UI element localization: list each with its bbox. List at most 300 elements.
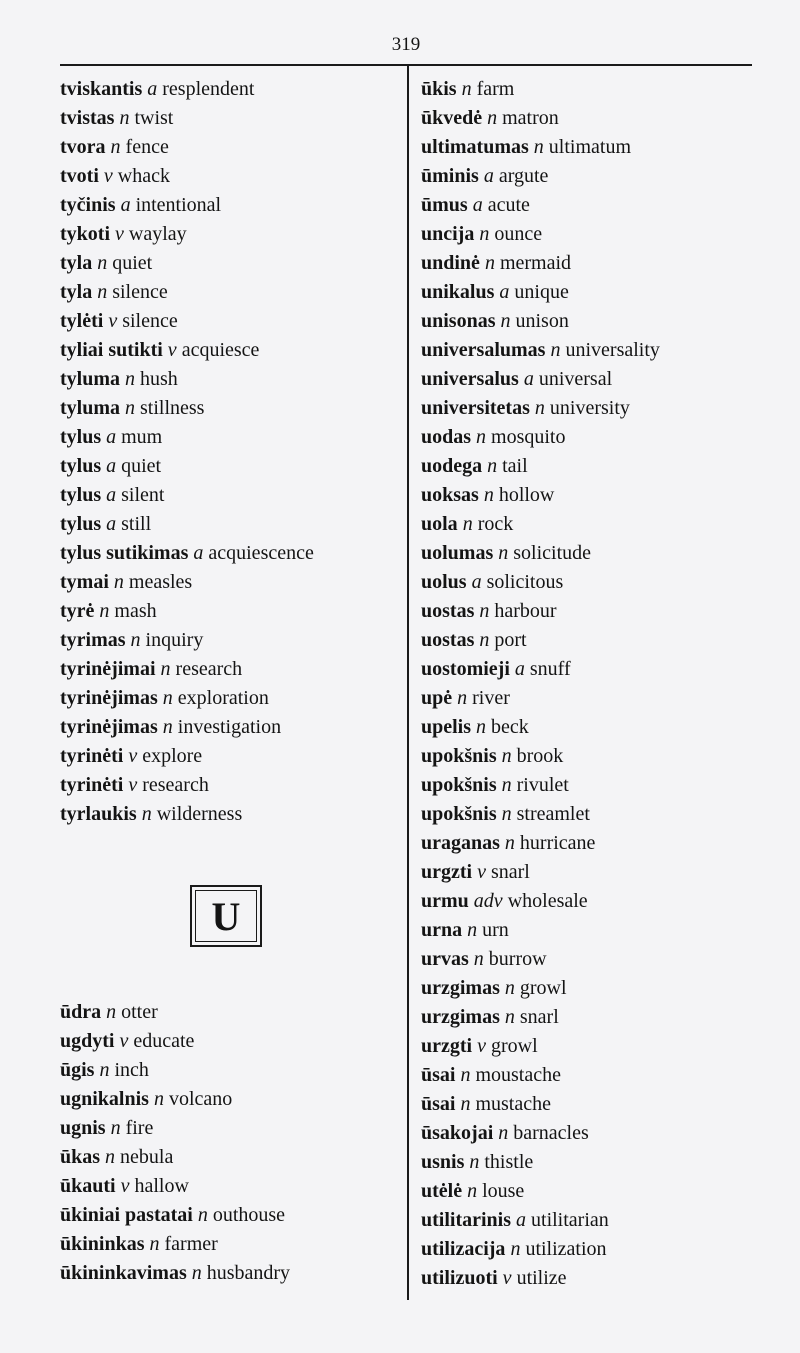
- entry-translation: utilitarian: [531, 1209, 609, 1231]
- entry-part-of-speech: n: [476, 426, 487, 448]
- entry-headword: urvas: [421, 948, 469, 970]
- entry-headword: tylus: [60, 455, 102, 477]
- dictionary-entry: [60, 307, 400, 336]
- entry-part-of-speech: n: [162, 716, 173, 738]
- entry-translation: hallow: [134, 1175, 189, 1197]
- entry-translation: measles: [128, 571, 193, 593]
- entry-headword: tyrė: [60, 600, 95, 622]
- entry-headword: tyla: [60, 281, 93, 303]
- entry-headword: urgzti: [421, 861, 473, 883]
- dictionary-entry: [421, 278, 751, 307]
- entry-translation: nebula: [120, 1146, 174, 1168]
- entry-translation: wilderness: [156, 803, 243, 825]
- entry-translation: mum: [121, 426, 163, 448]
- entry-headword: tvora: [60, 136, 106, 158]
- entry-part-of-speech: v: [120, 1175, 130, 1197]
- entry-part-of-speech: n: [484, 252, 495, 274]
- entry-translation: snarl: [519, 1006, 559, 1028]
- entry-part-of-speech: a: [147, 78, 158, 100]
- entry-part-of-speech: v: [103, 165, 113, 187]
- section-letter: U: [195, 890, 257, 942]
- entry-headword: tviskantis: [60, 78, 143, 100]
- entry-part-of-speech: n: [501, 803, 512, 825]
- entry-part-of-speech: a: [514, 658, 525, 680]
- dictionary-entry: [421, 626, 751, 655]
- dictionary-entry: [60, 597, 400, 626]
- entry-part-of-speech: n: [462, 513, 473, 535]
- dictionary-entry: [60, 1201, 400, 1230]
- entry-part-of-speech: v: [128, 745, 138, 767]
- entry-translation: exploration: [177, 687, 269, 709]
- entry-headword: tyrinėjimas: [60, 716, 158, 738]
- dictionary-entry: [421, 104, 751, 133]
- entry-headword: ugnikalnis: [60, 1088, 149, 1110]
- entry-translation: quiet: [112, 252, 153, 274]
- entry-translation: ultimatum: [548, 136, 632, 158]
- dictionary-entry: [421, 1148, 751, 1177]
- entry-part-of-speech: n: [97, 252, 108, 274]
- dictionary-entry: [421, 1235, 751, 1264]
- dictionary-entry: [421, 742, 751, 771]
- entry-translation: matron: [502, 107, 559, 129]
- entry-headword: tvistas: [60, 107, 115, 129]
- entry-part-of-speech: n: [504, 832, 515, 854]
- entry-part-of-speech: n: [119, 107, 130, 129]
- entry-part-of-speech: n: [461, 78, 472, 100]
- dictionary-entry: [421, 1206, 751, 1235]
- dictionary-entry: [421, 365, 751, 394]
- dictionary-entry: [421, 1177, 751, 1206]
- entry-part-of-speech: a: [120, 194, 131, 216]
- entry-part-of-speech: n: [504, 1006, 515, 1028]
- entry-part-of-speech: v: [167, 339, 177, 361]
- entry-translation: universal: [538, 368, 613, 390]
- entry-part-of-speech: n: [99, 1059, 110, 1081]
- entry-translation: husbandry: [206, 1262, 291, 1284]
- dictionary-entry: [60, 655, 400, 684]
- entry-translation: universality: [565, 339, 660, 361]
- entry-translation: fire: [125, 1117, 154, 1139]
- entry-translation: stillness: [140, 397, 205, 419]
- entry-translation: still: [121, 513, 152, 535]
- entry-headword: ultimatumas: [421, 136, 529, 158]
- entry-headword: upokšnis: [421, 745, 497, 767]
- dictionary-entry: [60, 713, 400, 742]
- entry-headword: ūmus: [421, 194, 468, 216]
- dictionary-entry: [421, 887, 751, 916]
- dictionary-entry: [421, 394, 751, 423]
- entry-translation: urn: [482, 919, 509, 941]
- entry-headword: usnis: [421, 1151, 465, 1173]
- dictionary-entry: [421, 307, 751, 336]
- entry-part-of-speech: n: [110, 136, 121, 158]
- dictionary-entry: [60, 1230, 400, 1259]
- entry-translation: unique: [514, 281, 569, 303]
- entry-headword: unisonas: [421, 310, 496, 332]
- entry-part-of-speech: a: [106, 455, 117, 477]
- dictionary-entry: [421, 1061, 751, 1090]
- entry-translation: intentional: [135, 194, 222, 216]
- entry-part-of-speech: v: [128, 774, 138, 796]
- entry-part-of-speech: n: [153, 1088, 164, 1110]
- entry-headword: uodas: [421, 426, 472, 448]
- entry-part-of-speech: a: [471, 571, 482, 593]
- dictionary-entry: [421, 539, 751, 568]
- entry-headword: ugnis: [60, 1117, 106, 1139]
- dictionary-entry: [60, 568, 400, 597]
- entry-part-of-speech: v: [477, 861, 486, 883]
- entry-headword: urzgimas: [421, 977, 500, 999]
- entry-headword: upokšnis: [421, 803, 497, 825]
- entry-part-of-speech: n: [479, 629, 490, 651]
- entry-translation: louse: [482, 1180, 525, 1202]
- entry-translation: unison: [515, 310, 569, 332]
- entry-translation: research: [142, 774, 209, 796]
- entry-headword: tylus: [60, 484, 102, 506]
- entry-headword: ūdra: [60, 1001, 102, 1023]
- dictionary-entry: [421, 1119, 751, 1148]
- dictionary-entry: [421, 597, 751, 626]
- entry-translation: rivulet: [516, 774, 569, 796]
- entry-translation: resplendent: [162, 78, 255, 100]
- dictionary-entry: [60, 1114, 400, 1143]
- entry-part-of-speech: n: [130, 629, 141, 651]
- entry-headword: uola: [421, 513, 458, 535]
- entry-translation: streamlet: [516, 803, 590, 825]
- entry-headword: ūsai: [421, 1064, 456, 1086]
- entry-part-of-speech: n: [550, 339, 561, 361]
- entry-headword: undinė: [421, 252, 480, 274]
- entry-part-of-speech: n: [467, 919, 478, 941]
- entry-part-of-speech: a: [472, 194, 483, 216]
- entry-translation: beck: [491, 716, 529, 738]
- entry-translation: farmer: [164, 1233, 218, 1255]
- entry-translation: rock: [477, 513, 514, 535]
- dictionary-entry: [60, 1027, 400, 1056]
- entry-part-of-speech: n: [105, 1146, 116, 1168]
- entry-headword: tyrlaukis: [60, 803, 137, 825]
- entry-translation: waylay: [128, 223, 187, 245]
- dictionary-entry: [60, 278, 400, 307]
- entry-headword: ugdyti: [60, 1030, 115, 1052]
- entry-headword: unikalus: [421, 281, 495, 303]
- entry-translation: mash: [114, 600, 157, 622]
- entry-headword: uoksas: [421, 484, 479, 506]
- section-letter-box: [190, 885, 262, 947]
- dictionary-entry: [60, 249, 400, 278]
- entry-part-of-speech: n: [110, 1117, 121, 1139]
- entry-translation: hush: [140, 368, 178, 390]
- dictionary-entry: [421, 162, 751, 191]
- entry-translation: inch: [114, 1059, 149, 1081]
- entry-headword: tyluma: [60, 397, 120, 419]
- entry-headword: tylus: [60, 426, 102, 448]
- dictionary-entry: [60, 510, 400, 539]
- entry-headword: tylus sutikimas: [60, 542, 189, 564]
- entry-translation: river: [472, 687, 510, 709]
- entry-headword: tyrinėjimai: [60, 658, 156, 680]
- dictionary-entry: [60, 771, 400, 800]
- entry-headword: ūgis: [60, 1059, 95, 1081]
- entry-headword: ūkininkavimas: [60, 1262, 187, 1284]
- entry-headword: uraganas: [421, 832, 500, 854]
- entry-part-of-speech: a: [483, 165, 494, 187]
- entry-headword: uodega: [421, 455, 483, 477]
- entry-translation: growl: [490, 1035, 538, 1057]
- entry-part-of-speech: v: [477, 1035, 486, 1057]
- entry-headword: urmu: [421, 890, 469, 912]
- entry-translation: acquiesce: [181, 339, 260, 361]
- entry-part-of-speech: a: [499, 281, 510, 303]
- dictionary-entry: [60, 220, 400, 249]
- entry-translation: burrow: [488, 948, 547, 970]
- entry-headword: tyliai sutikti: [60, 339, 163, 361]
- entry-translation: ounce: [494, 223, 543, 245]
- dictionary-entry: [421, 800, 751, 829]
- entry-translation: research: [175, 658, 243, 680]
- entry-part-of-speech: n: [479, 600, 490, 622]
- entry-translation: explore: [142, 745, 203, 767]
- entry-headword: ūkininkas: [60, 1233, 145, 1255]
- entry-part-of-speech: n: [510, 1238, 521, 1260]
- entry-translation: acquiescence: [208, 542, 314, 564]
- entry-part-of-speech: n: [457, 687, 468, 709]
- dictionary-entry: [60, 1056, 400, 1085]
- dictionary-entry: [421, 916, 751, 945]
- entry-translation: snarl: [490, 861, 530, 883]
- entry-headword: utilizuoti: [421, 1267, 498, 1289]
- entry-headword: uostomieji: [421, 658, 510, 680]
- dictionary-entry: [421, 510, 751, 539]
- entry-translation: mosquito: [491, 426, 566, 448]
- dictionary-entry: [421, 771, 751, 800]
- entry-headword: tymai: [60, 571, 109, 593]
- entry-part-of-speech: v: [502, 1267, 512, 1289]
- entry-part-of-speech: adv: [473, 890, 503, 912]
- entry-translation: mermaid: [499, 252, 572, 274]
- entry-headword: utėlė: [421, 1180, 463, 1202]
- dictionary-entry: [421, 568, 751, 597]
- dictionary-entry: [60, 191, 400, 220]
- dictionary-entry: [60, 742, 400, 771]
- entry-part-of-speech: n: [125, 397, 135, 419]
- entry-translation: moustache: [475, 1064, 561, 1086]
- entry-part-of-speech: n: [479, 223, 490, 245]
- dictionary-entry: [421, 655, 751, 684]
- entry-part-of-speech: a: [516, 1209, 527, 1231]
- entry-translation: snuff: [529, 658, 571, 680]
- entry-translation: silence: [112, 281, 168, 303]
- entry-part-of-speech: n: [498, 542, 509, 564]
- dictionary-entry: [60, 133, 400, 162]
- entry-part-of-speech: n: [191, 1262, 202, 1284]
- entry-translation: growl: [519, 977, 567, 999]
- entry-headword: ūkiniai pastatai: [60, 1204, 193, 1226]
- entry-headword: tylėti: [60, 310, 104, 332]
- dictionary-entry: [421, 858, 751, 887]
- dictionary-entry: [421, 713, 751, 742]
- entry-part-of-speech: a: [193, 542, 204, 564]
- entry-headword: universalus: [421, 368, 519, 390]
- dictionary-entry: [421, 1264, 751, 1293]
- entry-headword: tyrinėti: [60, 774, 124, 796]
- entry-headword: utilitarinis: [421, 1209, 512, 1231]
- dictionary-entry: [60, 336, 400, 365]
- entry-part-of-speech: n: [106, 1001, 117, 1023]
- entry-translation: tail: [502, 455, 528, 477]
- dictionary-entry: [421, 191, 751, 220]
- entry-part-of-speech: n: [501, 774, 512, 796]
- entry-part-of-speech: a: [106, 426, 117, 448]
- entry-headword: uostas: [421, 600, 475, 622]
- left-column-u-section: [60, 998, 400, 1288]
- dictionary-entry: [60, 394, 400, 423]
- dictionary-entry: [421, 336, 751, 365]
- entry-headword: universalumas: [421, 339, 546, 361]
- dictionary-entry: [60, 1143, 400, 1172]
- entry-headword: ūkas: [60, 1146, 101, 1168]
- entry-translation: hollow: [498, 484, 555, 506]
- entry-part-of-speech: n: [460, 1064, 471, 1086]
- entry-headword: tyrinėti: [60, 745, 124, 767]
- entry-part-of-speech: n: [500, 310, 511, 332]
- entry-translation: volcano: [168, 1088, 233, 1110]
- entry-headword: upė: [421, 687, 453, 709]
- entry-part-of-speech: n: [487, 455, 498, 477]
- entry-translation: argute: [498, 165, 549, 187]
- dictionary-entry: [60, 452, 400, 481]
- dictionary-entry: [421, 452, 751, 481]
- dictionary-entry: [421, 829, 751, 858]
- dictionary-entry: [421, 974, 751, 1003]
- entry-translation: educate: [133, 1030, 195, 1052]
- entry-headword: tyluma: [60, 368, 120, 390]
- dictionary-entry: [60, 481, 400, 510]
- entry-part-of-speech: v: [108, 310, 118, 332]
- entry-part-of-speech: n: [125, 368, 135, 390]
- dictionary-entry: [60, 1085, 400, 1114]
- entry-headword: ūkvedė: [421, 107, 483, 129]
- entry-translation: brook: [516, 745, 564, 767]
- entry-translation: fence: [125, 136, 169, 158]
- entry-headword: tyčinis: [60, 194, 116, 216]
- right-column: [421, 75, 751, 1293]
- entry-translation: whack: [117, 165, 170, 187]
- entry-translation: hurricane: [519, 832, 596, 854]
- entry-headword: uncija: [421, 223, 475, 245]
- entry-part-of-speech: n: [97, 281, 108, 303]
- column-divider: [407, 66, 409, 1300]
- entry-headword: tvoti: [60, 165, 99, 187]
- entry-part-of-speech: n: [99, 600, 110, 622]
- entry-part-of-speech: n: [487, 107, 498, 129]
- entry-headword: ūsai: [421, 1093, 456, 1115]
- entry-headword: uostas: [421, 629, 475, 651]
- entry-headword: tyrimas: [60, 629, 126, 651]
- dictionary-entry: [60, 75, 400, 104]
- entry-translation: utilize: [516, 1267, 567, 1289]
- entry-part-of-speech: n: [498, 1122, 509, 1144]
- dictionary-entry: [60, 365, 400, 394]
- entry-part-of-speech: n: [197, 1204, 208, 1226]
- entry-translation: silence: [122, 310, 178, 332]
- entry-part-of-speech: n: [501, 745, 512, 767]
- dictionary-entry: [60, 1259, 400, 1288]
- entry-translation: port: [494, 629, 527, 651]
- dictionary-entry: [421, 133, 751, 162]
- dictionary-entry: [421, 220, 751, 249]
- entry-translation: utilization: [525, 1238, 607, 1260]
- dictionary-entry: [421, 1003, 751, 1032]
- entry-part-of-speech: n: [160, 658, 171, 680]
- entry-part-of-speech: v: [115, 223, 124, 245]
- entry-part-of-speech: n: [534, 397, 545, 419]
- entry-headword: ūsakojai: [421, 1122, 494, 1144]
- header-rule: [60, 64, 752, 66]
- dictionary-entry: [60, 162, 400, 191]
- entry-part-of-speech: n: [141, 803, 152, 825]
- entry-part-of-speech: n: [162, 687, 173, 709]
- dictionary-entry: [60, 539, 400, 568]
- entry-part-of-speech: n: [113, 571, 124, 593]
- entry-headword: ūminis: [421, 165, 479, 187]
- entry-headword: universitetas: [421, 397, 530, 419]
- entry-translation: farm: [476, 78, 515, 100]
- dictionary-entry: [60, 800, 400, 829]
- entry-part-of-speech: n: [504, 977, 515, 999]
- entry-headword: tyrinėjimas: [60, 687, 158, 709]
- entry-part-of-speech: n: [467, 1180, 478, 1202]
- dictionary-entry: [60, 998, 400, 1027]
- entry-headword: tylus: [60, 513, 102, 535]
- dictionary-entry: [60, 684, 400, 713]
- entry-part-of-speech: n: [533, 136, 544, 158]
- page-number: 319: [391, 34, 421, 55]
- entry-headword: ūkauti: [60, 1175, 116, 1197]
- entry-headword: utilizacija: [421, 1238, 506, 1260]
- entry-translation: inquiry: [145, 629, 204, 651]
- entry-translation: barnacles: [513, 1122, 589, 1144]
- left-column: [60, 75, 400, 829]
- entry-translation: wholesale: [507, 890, 588, 912]
- entry-headword: uolus: [421, 571, 467, 593]
- entry-headword: urzgimas: [421, 1006, 500, 1028]
- entry-part-of-speech: a: [106, 484, 117, 506]
- entry-part-of-speech: n: [476, 716, 487, 738]
- entry-translation: outhouse: [212, 1204, 286, 1226]
- entry-part-of-speech: n: [483, 484, 494, 506]
- entry-headword: urzgti: [421, 1035, 473, 1057]
- dictionary-entry: [421, 249, 751, 278]
- dictionary-entry: [60, 1172, 400, 1201]
- dictionary-entry: [60, 104, 400, 133]
- entry-headword: ūkis: [421, 78, 457, 100]
- dictionary-entry: [421, 1032, 751, 1061]
- dictionary-entry: [421, 481, 751, 510]
- entry-translation: otter: [121, 1001, 158, 1023]
- entry-part-of-speech: a: [523, 368, 534, 390]
- entry-part-of-speech: n: [460, 1093, 471, 1115]
- entry-translation: quiet: [121, 455, 162, 477]
- entry-headword: upelis: [421, 716, 472, 738]
- entry-headword: upokšnis: [421, 774, 497, 796]
- entry-translation: twist: [134, 107, 174, 129]
- dictionary-entry: [60, 423, 400, 452]
- entry-translation: solicitous: [486, 571, 564, 593]
- dictionary-entry: [421, 423, 751, 452]
- entry-part-of-speech: n: [473, 948, 484, 970]
- entry-translation: university: [549, 397, 630, 419]
